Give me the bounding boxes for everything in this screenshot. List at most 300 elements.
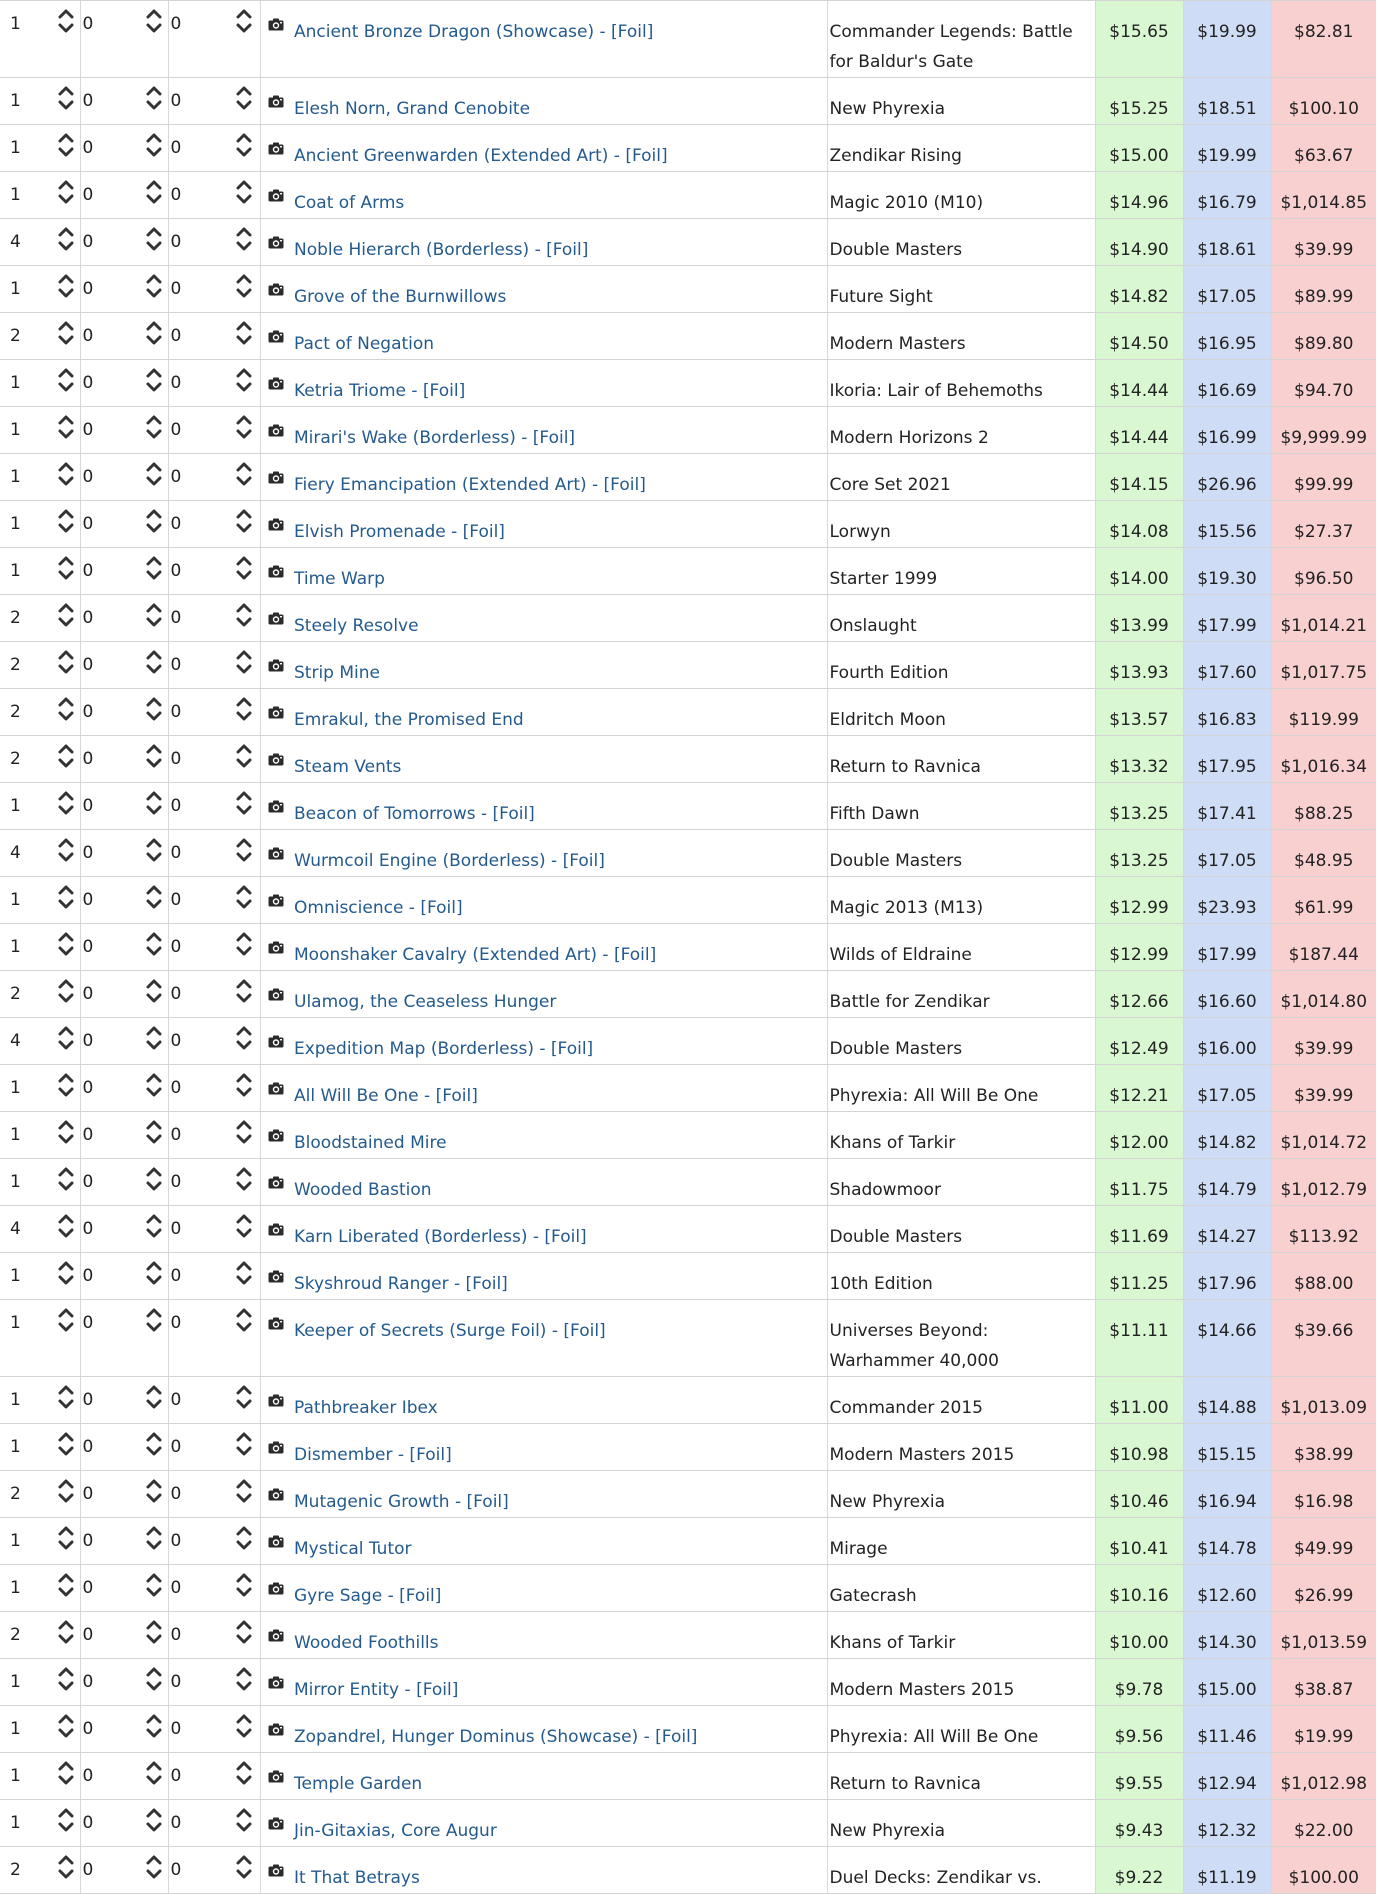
- count-a-cell: [80, 1518, 140, 1565]
- low-price: $14.90: [1109, 240, 1169, 260]
- count-b-value: 0: [170, 1531, 182, 1551]
- count-b-stepper-icon[interactable]: [234, 1023, 254, 1053]
- count-a-stepper-cell: [140, 548, 168, 595]
- count-b-stepper-icon[interactable]: [234, 1382, 254, 1412]
- count-b-stepper-icon[interactable]: [234, 1070, 254, 1100]
- set-name-cell: [827, 783, 1095, 830]
- count-a-stepper-icon[interactable]: [144, 459, 164, 489]
- quantity-stepper-icon[interactable]: [56, 1070, 76, 1100]
- high-price: $1,017.75: [1280, 663, 1368, 683]
- card-name-link[interactable]: Bloodstained Mire: [294, 1133, 447, 1153]
- mid-price-cell: [1183, 1112, 1271, 1159]
- count-a-stepper-icon[interactable]: [144, 1305, 164, 1335]
- card-name-link[interactable]: Ulamog, the Ceaseless Hunger: [294, 992, 557, 1012]
- camera-icon[interactable]: [268, 1219, 284, 1239]
- high-price: $1,014.80: [1280, 992, 1368, 1012]
- card-name-cell: [292, 501, 827, 548]
- count-b-value: 0: [170, 937, 182, 957]
- quantity-stepper-icon[interactable]: [56, 1429, 76, 1459]
- count-b-cell: [168, 1706, 228, 1753]
- card-name-cell: [292, 1565, 827, 1612]
- set-name-cell: [827, 1800, 1095, 1847]
- quantity-stepper-icon[interactable]: [56, 647, 76, 677]
- set-name-cell: [827, 1659, 1095, 1706]
- count-b-stepper-icon[interactable]: [234, 1211, 254, 1241]
- count-a-stepper-icon[interactable]: [144, 1070, 164, 1100]
- quantity-value: 1: [10, 1078, 21, 1098]
- low-price: $15.25: [1109, 99, 1169, 119]
- count-a-stepper-icon[interactable]: [144, 929, 164, 959]
- quantity-stepper-icon[interactable]: [56, 1164, 76, 1194]
- count-a-cell: [80, 454, 140, 501]
- quantity-stepper-icon[interactable]: [56, 83, 76, 113]
- card-name-link[interactable]: Karn Liberated (Borderless) - [Foil]: [294, 1227, 587, 1247]
- count-a-stepper-icon[interactable]: [144, 1023, 164, 1053]
- count-b-stepper-icon[interactable]: [234, 271, 254, 301]
- quantity-stepper-icon[interactable]: [56, 1211, 76, 1241]
- count-a-stepper-icon[interactable]: [144, 1382, 164, 1412]
- card-name-link[interactable]: Beacon of Tomorrows - [Foil]: [294, 804, 535, 824]
- card-name-link[interactable]: Ancient Bronze Dragon (Showcase) - [Foil]: [294, 22, 654, 42]
- card-name-link[interactable]: Strip Mine: [294, 663, 380, 683]
- count-a-stepper-cell: [140, 1300, 168, 1377]
- count-a-stepper-icon[interactable]: [144, 1523, 164, 1553]
- count-b-stepper-icon[interactable]: [234, 365, 254, 395]
- quantity-stepper-icon[interactable]: [56, 553, 76, 583]
- count-a-cell: [80, 1424, 140, 1471]
- card-name-link[interactable]: Mirari's Wake (Borderless) - [Foil]: [294, 428, 576, 448]
- count-a-stepper-icon[interactable]: [144, 976, 164, 1006]
- card-name-link[interactable]: Elesh Norn, Grand Cenobite: [294, 99, 531, 119]
- high-price: $27.37: [1294, 522, 1354, 542]
- count-a-stepper-icon[interactable]: [144, 1617, 164, 1647]
- high-price-cell: [1271, 1706, 1376, 1753]
- camera-icon[interactable]: [268, 937, 284, 957]
- count-b-stepper-icon[interactable]: [234, 1711, 254, 1741]
- count-b-stepper-icon[interactable]: [234, 976, 254, 1006]
- count-a-stepper-icon[interactable]: [144, 130, 164, 160]
- high-price: $96.50: [1294, 569, 1354, 589]
- count-a-stepper-icon[interactable]: [144, 506, 164, 536]
- count-a-stepper-icon[interactable]: [144, 1258, 164, 1288]
- camera-icon[interactable]: [268, 1437, 284, 1457]
- camera-icon[interactable]: [268, 1860, 284, 1880]
- camera-icon[interactable]: [268, 138, 284, 158]
- count-a-cell: [80, 78, 140, 125]
- count-a-stepper-icon[interactable]: [144, 1476, 164, 1506]
- count-b-stepper-icon[interactable]: [234, 130, 254, 160]
- quantity-stepper-cell: [52, 1206, 80, 1253]
- quantity-stepper-cell: [52, 736, 80, 783]
- camera-icon[interactable]: [268, 984, 284, 1004]
- count-b-stepper-icon[interactable]: [234, 1429, 254, 1459]
- quantity-stepper-icon[interactable]: [56, 1382, 76, 1412]
- quantity-cell: [0, 877, 52, 924]
- set-name-cell: [827, 1847, 1095, 1894]
- quantity-stepper-cell: [52, 1659, 80, 1706]
- count-a-stepper-icon[interactable]: [144, 1211, 164, 1241]
- quantity-stepper-icon[interactable]: [56, 506, 76, 536]
- set-name: Magic 2013 (M13): [829, 898, 984, 918]
- card-name-link[interactable]: Jin-Gitaxias, Core Augur: [294, 1821, 497, 1841]
- quantity-stepper-icon[interactable]: [56, 741, 76, 771]
- count-a-stepper-icon[interactable]: [144, 6, 164, 36]
- table-row: [0, 1, 1376, 78]
- quantity-value: 1: [10, 1313, 21, 1333]
- count-a-stepper-icon[interactable]: [144, 83, 164, 113]
- card-name-cell: [292, 924, 827, 971]
- mid-price: $17.05: [1197, 1086, 1257, 1106]
- table-row: [0, 1518, 1376, 1565]
- camera-icon[interactable]: [268, 232, 284, 252]
- count-a-stepper-icon[interactable]: [144, 694, 164, 724]
- camera-icon[interactable]: [268, 1625, 284, 1645]
- card-name-cell: [292, 1706, 827, 1753]
- count-b-stepper-icon[interactable]: [234, 6, 254, 36]
- camera-icon[interactable]: [268, 1125, 284, 1145]
- count-b-stepper-icon[interactable]: [234, 83, 254, 113]
- count-a-cell: [80, 1253, 140, 1300]
- quantity-stepper-icon[interactable]: [56, 459, 76, 489]
- camera-icon[interactable]: [268, 14, 284, 34]
- high-price-cell: [1271, 1159, 1376, 1206]
- high-price: $1,016.34: [1280, 757, 1368, 777]
- table-row: [0, 454, 1376, 501]
- quantity-stepper-icon[interactable]: [56, 929, 76, 959]
- card-name-link[interactable]: Mystical Tutor: [294, 1539, 412, 1559]
- card-name-link[interactable]: Noble Hierarch (Borderless) - [Foil]: [294, 240, 589, 260]
- set-name: Double Masters: [829, 240, 963, 260]
- count-b-cell: [168, 736, 228, 783]
- count-a-stepper-cell: [140, 1112, 168, 1159]
- mid-price-cell: [1183, 1300, 1271, 1377]
- set-name: Core Set 2021: [829, 475, 951, 495]
- count-b-stepper-icon[interactable]: [234, 1523, 254, 1553]
- count-b-stepper-icon[interactable]: [234, 788, 254, 818]
- count-b-stepper-icon[interactable]: [234, 1570, 254, 1600]
- count-a-stepper-icon[interactable]: [144, 1711, 164, 1741]
- count-b-cell: [168, 266, 228, 313]
- count-b-value: 0: [170, 655, 182, 675]
- count-a-stepper-icon[interactable]: [144, 365, 164, 395]
- quantity-stepper-icon[interactable]: [56, 788, 76, 818]
- camera-icon[interactable]: [268, 561, 284, 581]
- quantity-stepper-icon[interactable]: [56, 1758, 76, 1788]
- camera-icon[interactable]: [268, 1078, 284, 1098]
- quantity-stepper-icon[interactable]: [56, 6, 76, 36]
- count-b-stepper-cell: [228, 172, 260, 219]
- card-name-cell: [292, 1112, 827, 1159]
- quantity-stepper-icon[interactable]: [56, 130, 76, 160]
- card-name-link[interactable]: Emrakul, the Promised End: [294, 710, 524, 730]
- count-b-stepper-icon[interactable]: [234, 1305, 254, 1335]
- card-name-link[interactable]: Coat of Arms: [294, 193, 405, 213]
- quantity-stepper-icon[interactable]: [56, 177, 76, 207]
- count-b-value: 0: [170, 796, 182, 816]
- count-b-stepper-cell: [228, 125, 260, 172]
- camera-icon[interactable]: [268, 514, 284, 534]
- quantity-cell: [0, 172, 52, 219]
- count-a-stepper-icon[interactable]: [144, 741, 164, 771]
- count-a-stepper-icon[interactable]: [144, 1570, 164, 1600]
- count-a-stepper-icon[interactable]: [144, 882, 164, 912]
- count-a-cell: [80, 595, 140, 642]
- quantity-stepper-icon[interactable]: [56, 976, 76, 1006]
- table-row: [0, 924, 1376, 971]
- card-name-link[interactable]: Expedition Map (Borderless) - [Foil]: [294, 1039, 594, 1059]
- set-name-cell: [827, 454, 1095, 501]
- count-a-stepper-icon[interactable]: [144, 1429, 164, 1459]
- count-a-stepper-icon[interactable]: [144, 177, 164, 207]
- high-price-cell: [1271, 1206, 1376, 1253]
- count-a-stepper-icon[interactable]: [144, 1664, 164, 1694]
- camera-icon[interactable]: [268, 467, 284, 487]
- quantity-value: 1: [10, 91, 21, 111]
- set-name: Double Masters: [829, 1039, 963, 1059]
- count-b-stepper-icon[interactable]: [234, 600, 254, 630]
- count-b-stepper-icon[interactable]: [234, 459, 254, 489]
- card-name-link[interactable]: Pathbreaker Ibex: [294, 1398, 438, 1418]
- count-b-stepper-icon[interactable]: [234, 1617, 254, 1647]
- count-a-stepper-icon[interactable]: [144, 835, 164, 865]
- count-a-stepper-icon[interactable]: [144, 224, 164, 254]
- high-price: $100.10: [1288, 99, 1359, 119]
- card-name-cell: [292, 1659, 827, 1706]
- low-price: $13.93: [1109, 663, 1169, 683]
- card-name-link[interactable]: Temple Garden: [294, 1774, 423, 1794]
- quantity-stepper-icon[interactable]: [56, 1570, 76, 1600]
- count-b-stepper-icon[interactable]: [234, 1164, 254, 1194]
- count-b-stepper-icon[interactable]: [234, 1258, 254, 1288]
- low-price: $13.99: [1109, 616, 1169, 636]
- quantity-stepper-icon[interactable]: [56, 1476, 76, 1506]
- photo-cell: [260, 1112, 292, 1159]
- count-b-stepper-icon[interactable]: [234, 929, 254, 959]
- camera-icon[interactable]: [268, 1390, 284, 1410]
- card-name-link[interactable]: Steely Resolve: [294, 616, 419, 636]
- card-name-link[interactable]: Wooded Foothills: [294, 1633, 439, 1653]
- count-a-stepper-icon[interactable]: [144, 647, 164, 677]
- mid-price: $19.30: [1197, 569, 1257, 589]
- card-name-link[interactable]: Fiery Emancipation (Extended Art) - [Foil]: [294, 475, 646, 495]
- card-name-link[interactable]: Ancient Greenwarden (Extended Art) - [Foil]: [294, 146, 668, 166]
- quantity-stepper-icon[interactable]: [56, 224, 76, 254]
- mid-price-cell: [1183, 1206, 1271, 1253]
- camera-icon[interactable]: [268, 1266, 284, 1286]
- card-name-link[interactable]: Dismember - [Foil]: [294, 1445, 452, 1465]
- count-b-stepper-icon[interactable]: [234, 412, 254, 442]
- card-name-link[interactable]: Elvish Promenade - [Foil]: [294, 522, 505, 542]
- quantity-stepper-icon[interactable]: [56, 1023, 76, 1053]
- mid-price-cell: [1183, 1518, 1271, 1565]
- set-name-cell: [827, 689, 1095, 736]
- quantity-cell: [0, 1800, 52, 1847]
- count-b-stepper-icon[interactable]: [234, 553, 254, 583]
- quantity-stepper-icon[interactable]: [56, 600, 76, 630]
- count-b-stepper-icon[interactable]: [234, 1805, 254, 1835]
- card-name-link[interactable]: Grove of the Burnwillows: [294, 287, 507, 307]
- count-b-stepper-icon[interactable]: [234, 1758, 254, 1788]
- quantity-stepper-icon[interactable]: [56, 1258, 76, 1288]
- table-row: [0, 971, 1376, 1018]
- quantity-cell: [0, 1112, 52, 1159]
- photo-cell: [260, 1612, 292, 1659]
- quantity-stepper-icon[interactable]: [56, 1523, 76, 1553]
- camera-icon[interactable]: [268, 608, 284, 628]
- camera-icon[interactable]: [268, 1031, 284, 1051]
- count-b-stepper-icon[interactable]: [234, 694, 254, 724]
- quantity-stepper-icon[interactable]: [56, 1617, 76, 1647]
- count-b-stepper-icon[interactable]: [234, 506, 254, 536]
- count-a-stepper-cell: [140, 454, 168, 501]
- count-b-stepper-icon[interactable]: [234, 741, 254, 771]
- count-b-stepper-cell: [228, 736, 260, 783]
- count-a-stepper-icon[interactable]: [144, 412, 164, 442]
- card-name-link[interactable]: Pact of Negation: [294, 334, 435, 354]
- table-row: [0, 1424, 1376, 1471]
- photo-cell: [260, 595, 292, 642]
- card-name-cell: [292, 125, 827, 172]
- camera-icon[interactable]: [268, 279, 284, 299]
- quantity-stepper-icon[interactable]: [56, 1305, 76, 1335]
- count-b-stepper-icon[interactable]: [234, 647, 254, 677]
- card-name-link[interactable]: Moonshaker Cavalry (Extended Art) - [Foil]: [294, 945, 657, 965]
- quantity-cell: [0, 1565, 52, 1612]
- camera-icon[interactable]: [268, 185, 284, 205]
- count-a-stepper-icon[interactable]: [144, 1164, 164, 1194]
- set-name-cell: [827, 1518, 1095, 1565]
- quantity-stepper-cell: [52, 548, 80, 595]
- quantity-cell: [0, 783, 52, 830]
- quantity-stepper-icon[interactable]: [56, 835, 76, 865]
- mid-price: $17.99: [1197, 616, 1257, 636]
- card-name-link[interactable]: Ketria Triome - [Foil]: [294, 381, 466, 401]
- camera-icon[interactable]: [268, 1172, 284, 1192]
- count-a-stepper-icon[interactable]: [144, 1758, 164, 1788]
- count-a-value: 0: [82, 1266, 94, 1286]
- set-name: New Phyrexia: [829, 1821, 946, 1841]
- count-b-cell: [168, 1518, 228, 1565]
- low-price: $14.50: [1109, 334, 1169, 354]
- camera-icon[interactable]: [268, 1672, 284, 1692]
- card-name-link[interactable]: It That Betrays: [294, 1868, 420, 1888]
- quantity-cell: [0, 1018, 52, 1065]
- quantity-stepper-icon[interactable]: [56, 365, 76, 395]
- photo-cell: [260, 1659, 292, 1706]
- quantity-stepper-icon[interactable]: [56, 412, 76, 442]
- quantity-cell: [0, 595, 52, 642]
- camera-icon[interactable]: [268, 1813, 284, 1833]
- count-b-stepper-icon[interactable]: [234, 1117, 254, 1147]
- mid-price: $14.27: [1197, 1227, 1257, 1247]
- count-a-value: 0: [82, 1078, 94, 1098]
- camera-icon[interactable]: [268, 420, 284, 440]
- card-name-link[interactable]: Mutagenic Growth - [Foil]: [294, 1492, 509, 1512]
- low-price-cell: [1095, 172, 1183, 219]
- card-name-link[interactable]: All Will Be One - [Foil]: [294, 1086, 478, 1106]
- count-b-stepper-icon[interactable]: [234, 882, 254, 912]
- count-a-value: 0: [82, 14, 94, 34]
- quantity-stepper-icon[interactable]: [56, 318, 76, 348]
- quantity-stepper-icon[interactable]: [56, 1664, 76, 1694]
- count-a-stepper-icon[interactable]: [144, 553, 164, 583]
- camera-icon[interactable]: [268, 1484, 284, 1504]
- card-name-link[interactable]: Steam Vents: [294, 757, 402, 777]
- camera-icon[interactable]: [268, 1719, 284, 1739]
- camera-icon[interactable]: [268, 843, 284, 863]
- camera-icon[interactable]: [268, 326, 284, 346]
- camera-icon[interactable]: [268, 1578, 284, 1598]
- card-name-link[interactable]: Wurmcoil Engine (Borderless) - [Foil]: [294, 851, 605, 871]
- count-a-stepper-icon[interactable]: [144, 1805, 164, 1835]
- photo-cell: [260, 1565, 292, 1612]
- camera-icon[interactable]: [268, 890, 284, 910]
- card-name-link[interactable]: Mirror Entity - [Foil]: [294, 1680, 459, 1700]
- set-name-cell: [827, 1471, 1095, 1518]
- high-price-cell: [1271, 971, 1376, 1018]
- count-b-stepper-cell: [228, 1206, 260, 1253]
- quantity-stepper-icon[interactable]: [56, 882, 76, 912]
- count-b-stepper-icon[interactable]: [234, 1664, 254, 1694]
- count-b-stepper-icon[interactable]: [234, 1476, 254, 1506]
- count-a-stepper-icon[interactable]: [144, 318, 164, 348]
- set-name: New Phyrexia: [829, 1492, 946, 1512]
- quantity-stepper-icon[interactable]: [56, 271, 76, 301]
- count-a-value: 0: [82, 185, 94, 205]
- count-a-stepper-icon[interactable]: [144, 271, 164, 301]
- count-a-stepper-icon[interactable]: [144, 1117, 164, 1147]
- quantity-cell: [0, 313, 52, 360]
- count-b-stepper-icon[interactable]: [234, 318, 254, 348]
- camera-icon[interactable]: [268, 702, 284, 722]
- count-b-stepper-icon[interactable]: [234, 835, 254, 865]
- camera-icon[interactable]: [268, 749, 284, 769]
- count-a-stepper-icon[interactable]: [144, 600, 164, 630]
- card-name-link[interactable]: Zopandrel, Hunger Dominus (Showcase) - [Foil]: [294, 1727, 698, 1747]
- count-b-cell: [168, 642, 228, 689]
- camera-icon[interactable]: [268, 1313, 284, 1333]
- camera-icon[interactable]: [268, 1531, 284, 1551]
- count-b-stepper-cell: [228, 1065, 260, 1112]
- camera-icon[interactable]: [268, 796, 284, 816]
- count-b-value: 0: [170, 514, 182, 534]
- card-name-cell: [292, 736, 827, 783]
- count-a-stepper-icon[interactable]: [144, 788, 164, 818]
- count-b-stepper-icon[interactable]: [234, 177, 254, 207]
- quantity-stepper-icon[interactable]: [56, 1805, 76, 1835]
- count-a-cell: [80, 971, 140, 1018]
- card-name-link[interactable]: Keeper of Secrets (Surge Foil) - [Foil]: [294, 1321, 606, 1341]
- camera-icon[interactable]: [268, 91, 284, 111]
- table-row: [0, 783, 1376, 830]
- quantity-stepper-icon[interactable]: [56, 1117, 76, 1147]
- mid-price-cell: [1183, 78, 1271, 125]
- camera-icon[interactable]: [268, 655, 284, 675]
- camera-icon[interactable]: [268, 373, 284, 393]
- card-name-link[interactable]: Skyshroud Ranger - [Foil]: [294, 1274, 508, 1294]
- card-name-link[interactable]: Time Warp: [294, 569, 385, 589]
- card-name-link[interactable]: Omniscience - [Foil]: [294, 898, 463, 918]
- mid-price-cell: [1183, 313, 1271, 360]
- quantity-cell: [0, 924, 52, 971]
- count-b-stepper-icon[interactable]: [234, 224, 254, 254]
- card-name-link[interactable]: Wooded Bastion: [294, 1180, 432, 1200]
- high-price-cell: [1271, 1753, 1376, 1800]
- quantity-stepper-icon[interactable]: [56, 1711, 76, 1741]
- quantity-stepper-icon[interactable]: [56, 694, 76, 724]
- camera-icon[interactable]: [268, 1766, 284, 1786]
- card-name-link[interactable]: Gyre Sage - [Foil]: [294, 1586, 442, 1606]
